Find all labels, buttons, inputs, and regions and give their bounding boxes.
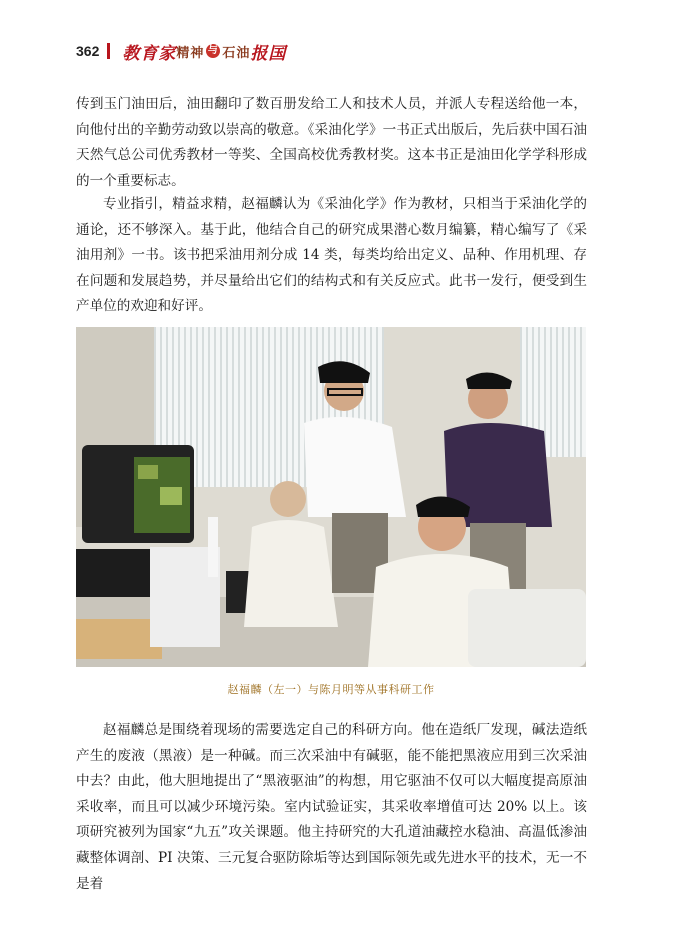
page-header xyxy=(76,38,286,64)
book-title-part3: 石油 xyxy=(222,45,251,61)
page-number: 362 xyxy=(76,43,100,59)
book-title-part4: 报国 xyxy=(250,43,287,64)
paragraph-3: 赵福麟总是围绕着现场的需要选定自己的科研方向。他在造纸厂发现，碱法造纸产生的废液（黑液）是一种碱。而三次采油中有碱驱，能不能把黑液应用到三次采油中去？由此，他大胆地提出了“黑液驱油”的构想，用它驱油不仅可以大幅度提高原油采收率，而且可以减少环境污染。室内试验证实，其采收率增值可达 20% 以上。该项研究被列为国家“九五”攻关课题。他主持研究的大孔道油藏控水稳油、高温低渗油藏整体调剖、PI 决策、三元复合驱防除垢等达到国际领先或先进水平的技术，无一不是着 xyxy=(76,722,587,892)
paragraph-1: 传到玉门油田后，油田翻印了数百册发给工人和技术人员，并派人专程送给他一本，向他付出的辛勤劳动致以崇高的敬意。《采油化学》一书正式出版后，先后获中国石油天然气总公司优秀教材一等奖、全国高校优秀教材奖。这本书正是油田化学学科形成的一个重要标志。 xyxy=(76,96,587,189)
book-title-part2: 精神 xyxy=(176,45,205,61)
right-monitor xyxy=(468,589,586,667)
paragraph-2: 专业指引，精益求精，赵福麟认为《采油化学》作为教材，只相当于采油化学的通论，还不够深入。基于此，他结合自己的研究成果潜心数月编纂，精心编写了《采油用剂》一书。该书把采油用剂分成 14 类，每类均给出定义、品种、作用机理、存在问题和发展趋势，并尽量给出它们的结构式和有关反应式。此书一发行，便受到生产单位的欢迎和好评。 xyxy=(76,196,587,315)
book-title xyxy=(122,39,286,64)
header-divider xyxy=(107,43,110,59)
lab-photo xyxy=(76,327,586,667)
photo-caption: 赵福麟（左一）与陈月明等从事科研工作 xyxy=(227,683,435,696)
lab-photo-illustration xyxy=(76,327,586,667)
papers xyxy=(76,619,162,659)
book-title-connector: 与 xyxy=(207,45,219,56)
book-title-part1: 教育家 xyxy=(122,43,177,64)
person-seated-elder xyxy=(270,481,306,517)
